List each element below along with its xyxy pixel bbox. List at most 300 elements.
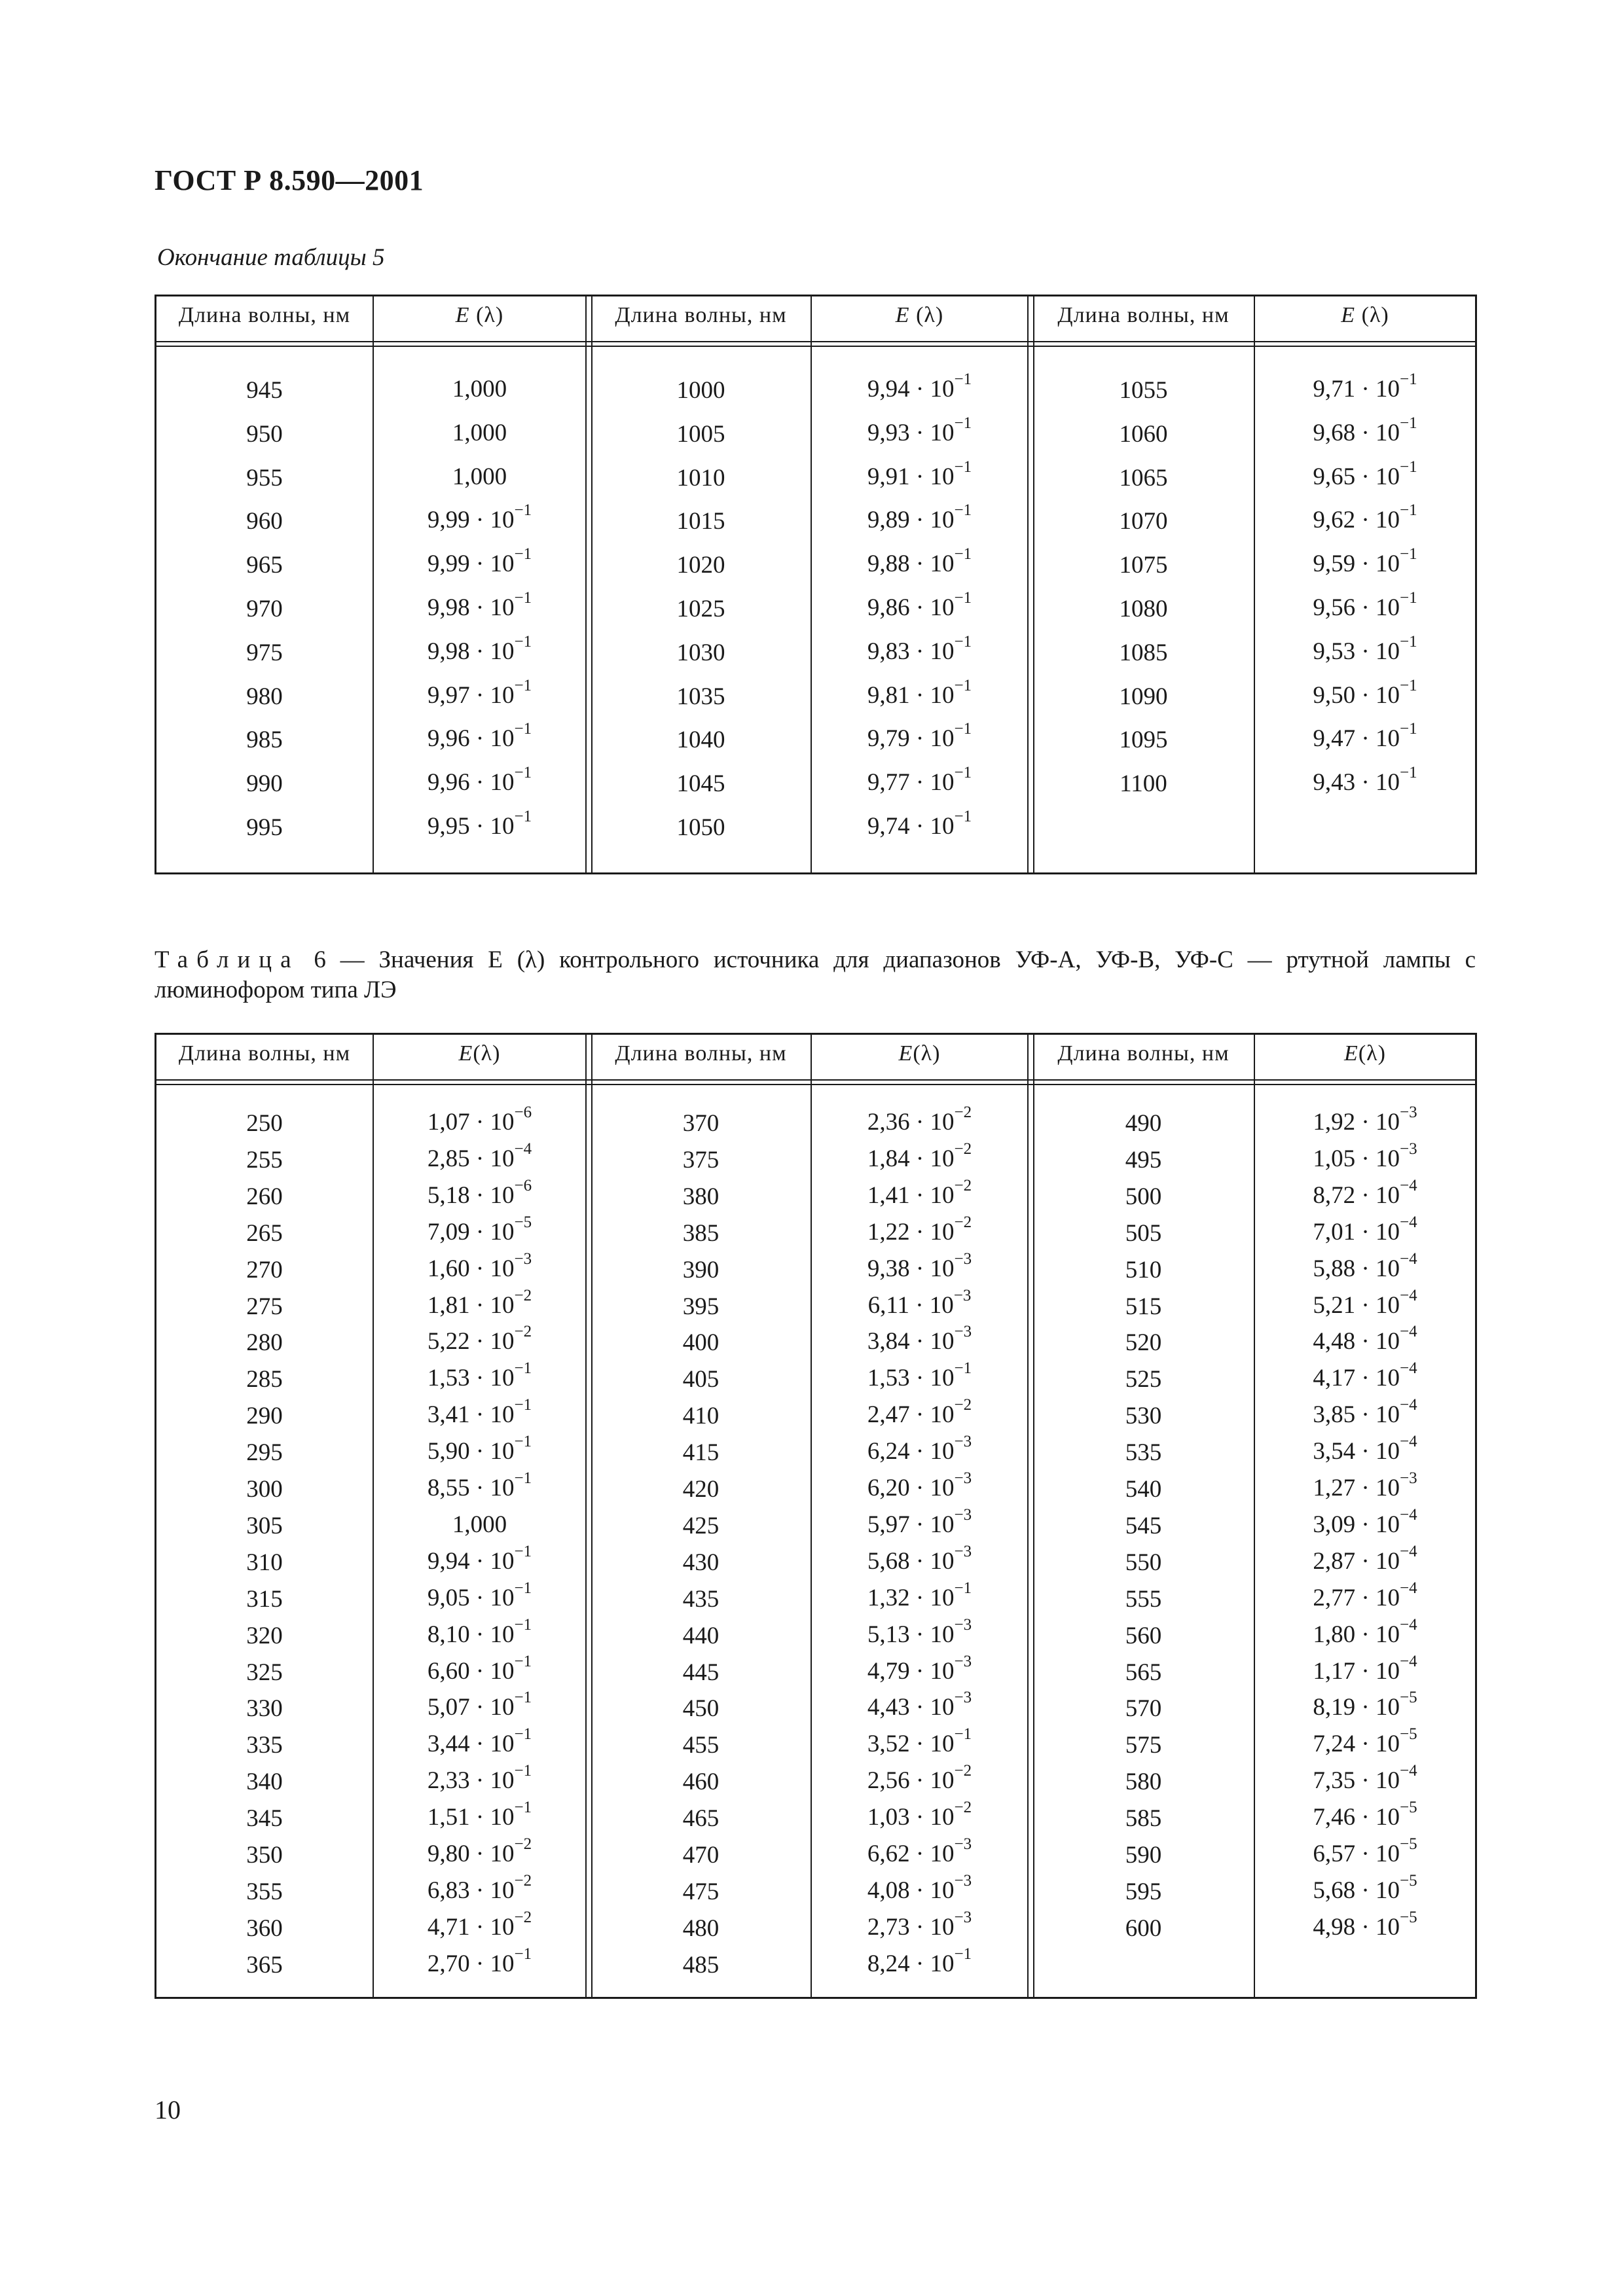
e-lambda-cell [1255,1433,1475,1465]
wavelength-cell: 260 [246,1183,283,1210]
wavelength-cell: 325 [246,1659,283,1686]
e-lambda-cell [374,1871,585,1905]
e-lambda-cell [374,1835,585,1868]
mantissa: 9,94 · 10 [867,376,955,403]
table6-caption-text: 6 — Значения E (λ) контрольного источника для диапазонов УФ-А, УФ-В, УФ-С — ртутной лампы с люминофором типа ЛЭ [155,946,1476,1003]
e-lambda-cell [374,1359,585,1392]
wavelength-cell: 590 [1125,1842,1162,1869]
mantissa: 7,24 · 10 [1313,1731,1400,1758]
wavelength-cell: 265 [246,1219,283,1247]
e-lambda-cell [374,720,585,753]
e-lambda-cell [812,1908,1027,1941]
e-lambda-cell [812,1139,1027,1173]
wavelength-cell: 445 [682,1659,720,1686]
mantissa: 2,47 · 10 [867,1401,955,1429]
exponent: −4 [1399,1652,1417,1670]
mantissa: 1,51 · 10 [427,1804,515,1831]
exponent: −2 [954,1762,972,1780]
exponent: −2 [954,1213,972,1231]
exponent: −1 [514,808,532,825]
e-lambda-cell [1255,457,1475,491]
wavelength-cell: 255 [246,1146,283,1174]
mantissa: 6,11 · 10 [867,1291,954,1319]
mantissa: 9,98 · 10 [427,594,515,621]
e-lambda-cell [374,1689,585,1721]
e-lambda-cell [812,764,1027,797]
mantissa: 8,19 · 10 [1313,1694,1400,1721]
exponent: −5 [1399,1835,1417,1853]
mantissa: 1,32 · 10 [867,1584,955,1611]
exponent: −3 [954,1469,972,1487]
exponent: −2 [954,1396,972,1414]
wavelength-cell: 1075 [1119,552,1168,579]
e-lambda-cell [374,1176,585,1210]
e-lambda-cell [374,1799,585,1831]
wavelength-cell: 520 [1125,1329,1162,1357]
wavelength-cell: 510 [1125,1256,1162,1283]
mantissa: 1,27 · 10 [1313,1475,1400,1501]
e-lambda-cell [374,1396,585,1429]
e-lambda-cell [812,1286,1027,1319]
wavelength-cell: 345 [246,1805,283,1833]
table6-caption-label: Таблица [155,946,300,973]
document-id: ГОСТ Р 8.590—2001 [155,164,424,196]
mantissa: 4,17 · 10 [1313,1365,1400,1392]
mantissa: 3,09 · 10 [1313,1511,1400,1538]
e-lambda-cell [1255,1249,1475,1283]
mantissa: 9,99 · 10 [427,550,515,578]
mantissa: 2,73 · 10 [867,1913,955,1941]
mantissa: 9,81 · 10 [867,681,955,709]
exponent: −3 [954,1323,972,1341]
exponent: −1 [514,1359,532,1378]
exponent: −4 [1399,1286,1417,1304]
wavelength-cell: 320 [246,1622,283,1649]
wavelength-cell: 1060 [1119,420,1168,448]
e-lambda-cell [812,1542,1027,1575]
exponent: −1 [954,545,972,564]
wavelength-cell: 465 [682,1805,720,1833]
exponent: −2 [954,1176,972,1194]
mantissa: 5,13 · 10 [867,1621,955,1648]
wavelength-cell: 480 [682,1914,720,1942]
wavelength-cell: 530 [1125,1403,1162,1430]
mantissa: 2,70 · 10 [427,1950,515,1977]
wavelength-cell: 565 [1125,1659,1162,1686]
mantissa: 5,68 · 10 [867,1547,955,1575]
exponent: −1 [514,764,532,782]
mantissa: 9,65 · 10 [1313,463,1400,490]
e-lambda-cell [1255,1139,1475,1173]
exponent: −4 [1399,1359,1417,1378]
mantissa: 3,44 · 10 [427,1731,515,1758]
exponent: −1 [954,414,972,432]
e-lambda-cell [374,1139,585,1173]
e-lambda-cell [812,1505,1027,1539]
e-lambda-cell [374,1213,585,1246]
e-lambda-cell [812,1652,1027,1685]
mantissa: 1,000 [452,376,507,403]
wavelength-cell: 390 [682,1256,720,1283]
e-lambda-cell [1255,414,1475,447]
exponent: −4 [1399,1213,1417,1231]
mantissa: 6,57 · 10 [1313,1840,1400,1867]
e-lambda-cell [374,808,585,840]
e-lambda-cell [812,1579,1027,1612]
exponent: −6 [514,1103,532,1121]
mantissa: 3,41 · 10 [427,1401,515,1429]
mantissa: 9,88 · 10 [867,550,955,578]
e-lambda-cell [1255,1396,1475,1429]
mantissa: 1,92 · 10 [1313,1109,1400,1136]
wavelength-cell: 1020 [676,552,725,579]
mantissa: 4,79 · 10 [867,1657,955,1685]
exponent: −1 [514,1762,532,1780]
e-lambda-cell [374,676,585,709]
e-lambda-cell [1255,1871,1475,1905]
exponent: −4 [1399,1762,1417,1780]
exponent: −2 [954,1103,972,1121]
exponent: −5 [1399,1871,1417,1890]
wavelength-cell: 1025 [676,596,725,622]
column-header-e-lambda [1255,1041,1475,1066]
mantissa: 3,85 · 10 [1313,1401,1400,1429]
table6-caption [155,945,1476,1005]
exponent: −1 [954,1945,972,1963]
e-lambda-cell [1255,545,1475,578]
mantissa: 9,38 · 10 [867,1255,955,1282]
exponent: −1 [954,501,972,520]
mantissa: 4,98 · 10 [1313,1913,1400,1941]
exponent: −4 [1399,1396,1417,1414]
exponent: −3 [954,1871,972,1890]
wavelength-cell: 430 [682,1549,720,1576]
e-lambda-cell [1255,1762,1475,1795]
mantissa: 1,03 · 10 [867,1804,955,1831]
mantissa: 1,000 [452,463,507,490]
e-lambda-cell [812,589,1027,622]
exponent: −4 [1399,1249,1417,1268]
wavelength-cell: 535 [1125,1439,1162,1467]
mantissa: 6,60 · 10 [427,1657,515,1685]
e-lambda-cell [812,414,1027,447]
mantissa: 9,86 · 10 [867,594,955,621]
mantissa: 5,22 · 10 [427,1328,515,1355]
e-lambda-cell [1255,1542,1475,1575]
e-lambda-cell [1255,1469,1475,1502]
wavelength-cell: 425 [682,1512,720,1539]
mantissa: 9,50 · 10 [1313,681,1400,709]
mantissa: 9,95 · 10 [427,813,515,840]
mantissa: 8,24 · 10 [867,1950,955,1977]
mantissa: 9,89 · 10 [867,507,955,534]
e-lambda-cell [374,419,585,447]
e-lambda-cell [374,1433,585,1465]
wavelength-cell: 375 [682,1146,720,1174]
e-lambda-cell [374,545,585,578]
wavelength-cell: 975 [246,639,283,666]
wavelength-cell: 415 [682,1439,720,1467]
exponent: −1 [514,1396,532,1414]
e-symbol: E [1341,303,1356,327]
e-symbol: E [455,303,470,327]
e-lambda-cell [1255,1908,1475,1941]
lambda-symbol: (λ) [1361,303,1389,327]
wavelength-cell: 500 [1125,1183,1162,1210]
column-header-e-lambda [812,1041,1027,1066]
wavelength-cell: 525 [1125,1366,1162,1393]
table-6 [155,1033,1477,1999]
wavelength-cell: 550 [1125,1549,1162,1576]
exponent: −4 [1399,1176,1417,1194]
exponent: −1 [1399,720,1417,738]
wavelength-cell: 305 [246,1512,283,1539]
wavelength-cell: 455 [682,1732,720,1759]
wavelength-cell: 450 [682,1695,720,1723]
e-lambda-cell [812,1103,1027,1136]
exponent: −5 [1399,1908,1417,1926]
mantissa: 9,94 · 10 [427,1547,515,1575]
e-lambda-cell [1255,1579,1475,1612]
mantissa: 9,53 · 10 [1313,637,1400,665]
wavelength-cell: 1030 [676,639,725,666]
exponent: −1 [954,1725,972,1744]
wavelength-cell: 250 [246,1110,283,1137]
exponent: −1 [514,1799,532,1817]
exponent: −3 [954,1433,972,1451]
mantissa: 9,98 · 10 [427,637,515,665]
wavelength-cell: 1040 [676,726,725,754]
wavelength-cell: 410 [682,1403,720,1430]
mantissa: 4,43 · 10 [867,1694,955,1721]
mantissa: 5,07 · 10 [427,1694,515,1721]
e-lambda-cell [374,1323,585,1355]
exponent: −6 [514,1176,532,1194]
e-lambda-cell [812,1323,1027,1355]
wavelength-cell: 405 [682,1366,720,1393]
column-header-wavelength: Длина волны, нм [1057,303,1230,327]
mantissa: 5,90 · 10 [427,1438,515,1465]
exponent: −1 [514,1945,532,1963]
e-lambda-cell [374,375,585,403]
mantissa: 7,35 · 10 [1313,1767,1400,1795]
mantissa: 2,87 · 10 [1313,1547,1400,1575]
exponent: −1 [1399,370,1417,388]
wavelength-cell: 555 [1125,1585,1162,1613]
column-header-e-lambda [812,303,1027,328]
wavelength-cell: 350 [246,1842,283,1869]
mantissa: 3,54 · 10 [1313,1438,1400,1465]
wavelength-cell: 470 [682,1842,720,1869]
exponent: −3 [1399,1469,1417,1487]
exponent: −1 [514,1689,532,1707]
e-lambda-cell [812,720,1027,753]
exponent: −1 [1399,501,1417,520]
e-lambda-cell [1255,1615,1475,1649]
lambda-symbol: (λ) [473,1041,501,1066]
wavelength-cell: 995 [246,814,283,841]
mantissa: 7,01 · 10 [1313,1218,1400,1246]
wavelength-cell: 435 [682,1585,720,1613]
exponent: −2 [514,1835,532,1853]
e-lambda-cell [374,1249,585,1283]
mantissa: 7,46 · 10 [1313,1804,1400,1831]
wavelength-cell: 1005 [676,420,725,448]
e-lambda-cell [812,545,1027,578]
mantissa: 5,68 · 10 [1313,1876,1400,1904]
header-divider [156,346,1475,347]
wavelength-cell: 440 [682,1622,720,1649]
wavelength-cell: 580 [1125,1768,1162,1796]
e-lambda-cell [1255,764,1475,797]
wavelength-cell: 280 [246,1329,283,1357]
mantissa: 4,71 · 10 [427,1913,515,1941]
mantissa: 1,60 · 10 [427,1255,515,1282]
e-lambda-cell [1255,589,1475,622]
e-lambda-cell [1255,501,1475,534]
wavelength-cell: 980 [246,683,283,710]
e-lambda-cell [1255,1323,1475,1355]
exponent: −1 [1399,457,1417,476]
wavelength-cell: 340 [246,1768,283,1796]
e-lambda-cell [374,589,585,622]
e-lambda-cell [1255,1359,1475,1392]
exponent: −4 [1399,1542,1417,1560]
wavelength-cell: 540 [1125,1476,1162,1503]
wavelength-cell: 395 [682,1293,720,1320]
wavelength-cell: 1000 [676,377,725,404]
e-lambda-cell [812,1799,1027,1831]
wavelength-cell: 1045 [676,770,725,798]
exponent: −3 [1399,1139,1417,1158]
wavelength-cell: 595 [1125,1878,1162,1905]
e-lambda-cell [374,1286,585,1319]
wavelength-cell: 1070 [1119,508,1168,535]
wavelength-cell: 490 [1125,1110,1162,1137]
e-lambda-cell [374,632,585,666]
exponent: −2 [514,1286,532,1304]
wavelength-cell: 945 [246,377,283,404]
mantissa: 9,99 · 10 [427,507,515,534]
exponent: −1 [1399,764,1417,782]
mantissa: 7,09 · 10 [427,1218,515,1246]
e-lambda-cell [1255,1835,1475,1868]
e-lambda-cell [812,1359,1027,1392]
wavelength-cell: 370 [682,1110,720,1137]
wavelength-cell: 990 [246,770,283,798]
exponent: −2 [954,1799,972,1817]
e-lambda-cell [812,457,1027,491]
mantissa: 1,53 · 10 [427,1365,515,1392]
wavelength-cell: 315 [246,1585,283,1613]
exponent: −1 [954,457,972,476]
column-header-wavelength: Длина волны, нм [178,1041,351,1066]
e-lambda-cell [374,463,585,491]
exponent: −1 [514,589,532,607]
wavelength-cell: 460 [682,1768,720,1796]
e-lambda-cell [812,1176,1027,1210]
wavelength-cell: 515 [1125,1293,1162,1320]
wavelength-cell: 475 [682,1878,720,1905]
e-symbol: E [895,303,910,327]
wavelength-cell: 545 [1125,1512,1162,1539]
header-divider [156,1084,1475,1085]
e-lambda-cell [812,632,1027,666]
e-lambda-cell [812,370,1027,403]
wavelength-cell: 275 [246,1293,283,1320]
exponent: −3 [954,1652,972,1670]
wavelength-cell: 1010 [676,464,725,492]
mantissa: 9,59 · 10 [1313,550,1400,578]
e-lambda-cell [1255,1652,1475,1685]
mantissa: 9,62 · 10 [1313,507,1400,534]
e-lambda-cell [812,1762,1027,1795]
wavelength-cell: 330 [246,1695,283,1723]
wavelength-cell: 380 [682,1183,720,1210]
mantissa: 2,85 · 10 [427,1145,515,1172]
exponent: −1 [514,1579,532,1597]
e-symbol: E [898,1041,913,1066]
column-header-e-lambda [374,1041,585,1066]
mantissa: 8,10 · 10 [427,1621,515,1648]
exponent: −4 [1399,1505,1417,1524]
wavelength-cell: 365 [246,1951,283,1979]
wavelength-cell: 1055 [1119,377,1168,404]
wavelength-cell: 570 [1125,1695,1162,1723]
mantissa: 9,56 · 10 [1313,594,1400,621]
mantissa: 9,68 · 10 [1313,419,1400,446]
mantissa: 1,22 · 10 [867,1218,955,1246]
wavelength-cell: 1035 [676,683,725,710]
exponent: −1 [954,720,972,738]
mantissa: 1,000 [452,419,507,446]
exponent: −5 [1399,1725,1417,1744]
mantissa: 1,53 · 10 [867,1365,955,1392]
exponent: −1 [1399,589,1417,607]
exponent: −1 [514,632,532,651]
lambda-symbol: (λ) [913,1041,941,1066]
wavelength-cell: 295 [246,1439,283,1467]
e-lambda-cell [812,1615,1027,1649]
exponent: −1 [954,676,972,694]
wavelength-cell: 310 [246,1549,283,1576]
wavelength-cell: 575 [1125,1732,1162,1759]
e-lambda-cell [812,1945,1027,1978]
exponent: −4 [1399,1433,1417,1451]
mantissa: 6,24 · 10 [867,1438,955,1465]
wavelength-cell: 1095 [1119,726,1168,754]
wavelength-cell: 585 [1125,1805,1162,1833]
mantissa: 2,56 · 10 [867,1767,955,1795]
column-header-wavelength: Длина волны, нм [615,1041,787,1066]
wavelength-cell: 485 [682,1951,720,1979]
exponent: −1 [954,370,972,388]
mantissa: 9,47 · 10 [1313,725,1400,753]
mantissa: 5,88 · 10 [1313,1255,1400,1282]
mantissa: 9,96 · 10 [427,769,515,797]
wavelength-cell: 600 [1125,1914,1162,1942]
e-lambda-cell [812,1213,1027,1246]
exponent: −2 [954,1139,972,1158]
e-lambda-cell [1255,1725,1475,1758]
wavelength-cell: 965 [246,552,283,579]
e-lambda-cell [1255,1213,1475,1246]
wavelength-cell: 1080 [1119,596,1168,622]
e-lambda-cell [812,1871,1027,1905]
exponent: −1 [514,720,532,738]
exponent: −2 [514,1908,532,1926]
exponent: −1 [1399,545,1417,564]
